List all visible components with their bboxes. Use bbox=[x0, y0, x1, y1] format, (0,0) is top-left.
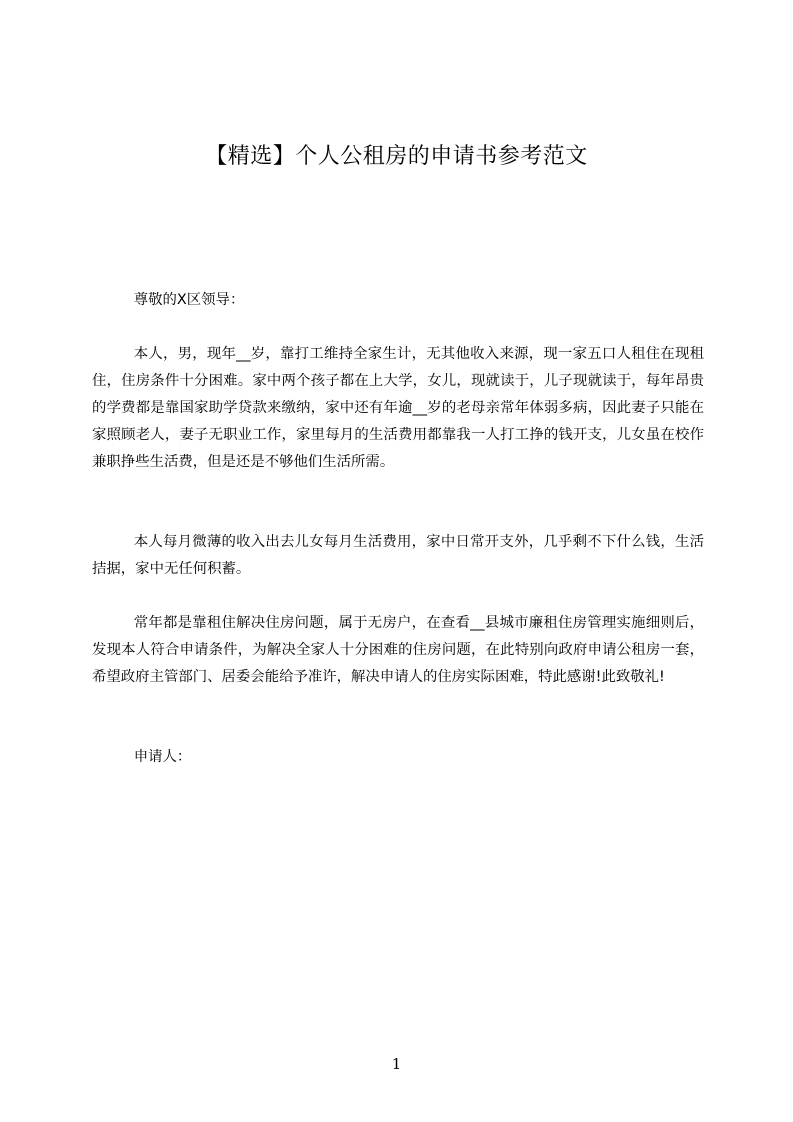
page-number: 1 bbox=[391, 1055, 402, 1073]
paragraph-3: 常年都是靠租住解决住房问题，属于无房户，在查看__县城市廉租住房管理实施细则后，发现本人符合申请条件，为解决全家人十分困难的住房问题，在此特别向政府申请公租房一套，希望政府主管部门、居委会能给予准许，解决申请人的住房实际困难，特此感谢!此致敬礼! bbox=[92, 615, 704, 685]
salutation: 尊敬的X区领导： bbox=[133, 292, 245, 308]
paragraph-2: 本人每月微薄的收入出去儿女每月生活费用，家中日常开支外，几乎剩不下什么钱，生活拮据，家中无任何积蓄。 bbox=[92, 534, 704, 577]
paragraph-1: 本人，男，现年__岁，靠打工维持全家生计，无其他收入来源，现一家五口人租住在现租住，住房条件十分困难。家中两个孩子都在上大学，女儿，现就读于，儿子现就读于，每年昂贵的学费都是靠国家助学贷款来缴纳，家中还有年逾__岁的老母亲常年体弱多病，因此妻子只能在家照顾老人，妻子无职业工作，家里每月的生活费用都靠我一人打工挣的钱开支，儿女虽在校作兼职挣些生活费，但是还是不够他们生活所需。 bbox=[92, 346, 704, 470]
signature-line: 申请人： bbox=[133, 749, 192, 765]
document-title: 【精选】个人公租房的申请书参考范文 bbox=[205, 144, 588, 169]
